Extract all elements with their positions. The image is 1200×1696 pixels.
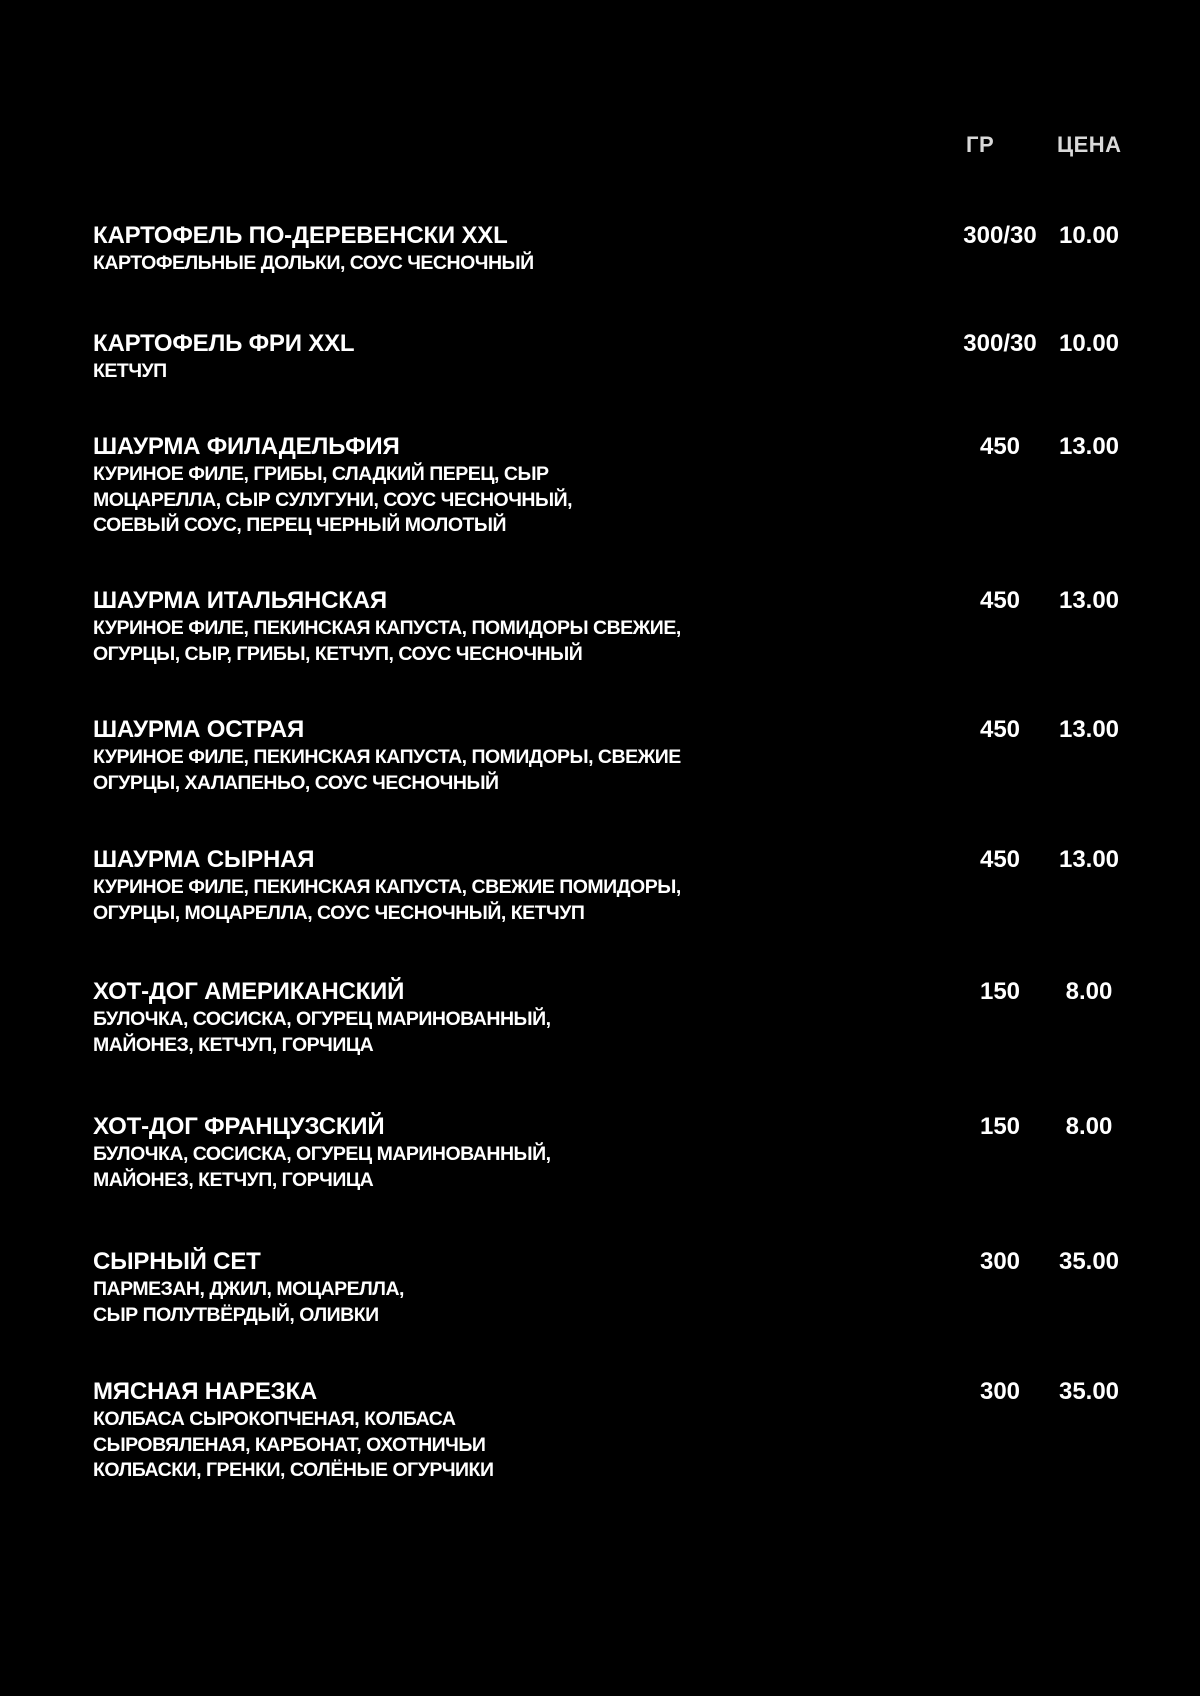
item-price: 13.00	[1058, 433, 1120, 460]
menu-item-meat-platter	[93, 1378, 1120, 1484]
item-description: БУЛОЧКА, СОСИСКА, ОГУРЕЦ МАРИНОВАННЫЙ, МАЙОНЕЗ, КЕТЧУП, ГОРЧИЦА	[93, 1008, 551, 1056]
menu-item-fries	[93, 330, 1120, 385]
item-description: КУРИНОЕ ФИЛЕ, ПЕКИНСКАЯ КАПУСТА, ПОМИДОРЫ СВЕЖИЕ, ОГУРЦЫ, СЫР, ГРИБЫ, КЕТЧУП, СОУС ЧЕСНОЧНЫЙ	[93, 617, 681, 665]
item-weight: 450	[979, 846, 1021, 873]
item-description: КАРТОФЕЛЬНЫЕ ДОЛЬКИ, СОУС ЧЕСНОЧНЫЙ	[93, 252, 534, 274]
menu-item-shawarma-cheese	[93, 846, 1120, 926]
menu-item-shawarma-italian	[93, 587, 1120, 667]
item-price: 35.00	[1058, 1248, 1120, 1275]
item-name: МЯСНАЯ НАРЕЗКА	[93, 1378, 318, 1405]
item-price: 10.00	[1058, 330, 1120, 357]
item-name: ШАУРМА СЫРНАЯ	[93, 846, 315, 873]
item-price: 10.00	[1058, 222, 1120, 249]
price-column-header: ЦЕНА	[1057, 132, 1122, 157]
menu-item-cheese-set	[93, 1248, 1120, 1328]
item-weight: 450	[979, 716, 1021, 743]
item-name: КАРТОФЕЛЬ ПО-ДЕРЕВЕНСКИ XXL	[93, 222, 508, 249]
item-description: КУРИНОЕ ФИЛЕ, ПЕКИНСКАЯ КАПУСТА, ПОМИДОРЫ, СВЕЖИЕ ОГУРЦЫ, ХАЛАПЕНЬО, СОУС ЧЕСНОЧНЫЙ	[93, 746, 681, 794]
menu-item-shawarma-philadelphia	[93, 433, 1120, 539]
item-price: 13.00	[1058, 846, 1120, 873]
item-description: КЕТЧУП	[93, 360, 167, 382]
item-price: 35.00	[1058, 1378, 1120, 1405]
item-price: 8.00	[1065, 978, 1113, 1005]
item-weight: 150	[979, 978, 1021, 1005]
item-description: КУРИНОЕ ФИЛЕ, ГРИБЫ, СЛАДКИЙ ПЕРЕЦ, СЫР МОЦАРЕЛЛА, СЫР СУЛУГУНИ, СОУС ЧЕСНОЧНЫЙ, СОЕВЫЙ СОУС, ПЕРЕЦ ЧЕРНЫЙ МОЛОТЫЙ	[93, 463, 573, 536]
item-name: ХОТ-ДОГ ФРАНЦУЗСКИЙ	[93, 1113, 385, 1140]
item-name: ШАУРМА ИТАЛЬЯНСКАЯ	[93, 587, 387, 614]
item-name: СЫРНЫЙ СЕТ	[93, 1248, 261, 1275]
item-name: ШАУРМА ФИЛАДЕЛЬФИЯ	[93, 433, 400, 460]
item-weight: 300	[979, 1248, 1021, 1275]
item-weight: 450	[979, 587, 1021, 614]
item-description: ПАРМЕЗАН, ДЖИЛ, МОЦАРЕЛЛА, СЫР ПОЛУТВЁРДЫЙ, ОЛИВКИ	[93, 1278, 404, 1326]
item-description: БУЛОЧКА, СОСИСКА, ОГУРЕЦ МАРИНОВАННЫЙ, МАЙОНЕЗ, КЕТЧУП, ГОРЧИЦА	[93, 1143, 551, 1191]
menu-item-shawarma-spicy	[93, 716, 1120, 796]
item-weight: 300/30	[963, 330, 1037, 357]
item-price: 13.00	[1058, 587, 1120, 614]
item-price: 8.00	[1065, 1113, 1113, 1140]
item-weight: 300/30	[963, 222, 1037, 249]
weight-column-header: ГР	[966, 132, 995, 157]
item-weight: 300	[979, 1378, 1021, 1405]
item-weight: 450	[979, 433, 1021, 460]
item-description: КУРИНОЕ ФИЛЕ, ПЕКИНСКАЯ КАПУСТА, СВЕЖИЕ ПОМИДОРЫ, ОГУРЦЫ, МОЦАРЕЛЛА, СОУС ЧЕСНОЧНЫЙ, КЕТЧУП	[93, 876, 681, 924]
menu-item-hotdog-american	[93, 978, 1113, 1058]
menu-item-potato-country	[93, 222, 1120, 277]
item-description: КОЛБАСА СЫРОКОПЧЕНАЯ, КОЛБАСА СЫРОВЯЛЕНАЯ, КАРБОНАТ, ОХОТНИЧЬИ КОЛБАСКИ, ГРЕНКИ, СОЛЁНЫЕ ОГУРЧИКИ	[93, 1408, 494, 1481]
item-name: КАРТОФЕЛЬ ФРИ XXL	[93, 330, 355, 357]
item-name: ШАУРМА ОСТРАЯ	[93, 716, 305, 743]
menu-item-hotdog-french	[93, 1113, 1113, 1193]
item-weight: 150	[979, 1113, 1021, 1140]
item-name: ХОТ-ДОГ АМЕРИКАНСКИЙ	[93, 978, 405, 1005]
item-price: 13.00	[1058, 716, 1120, 743]
